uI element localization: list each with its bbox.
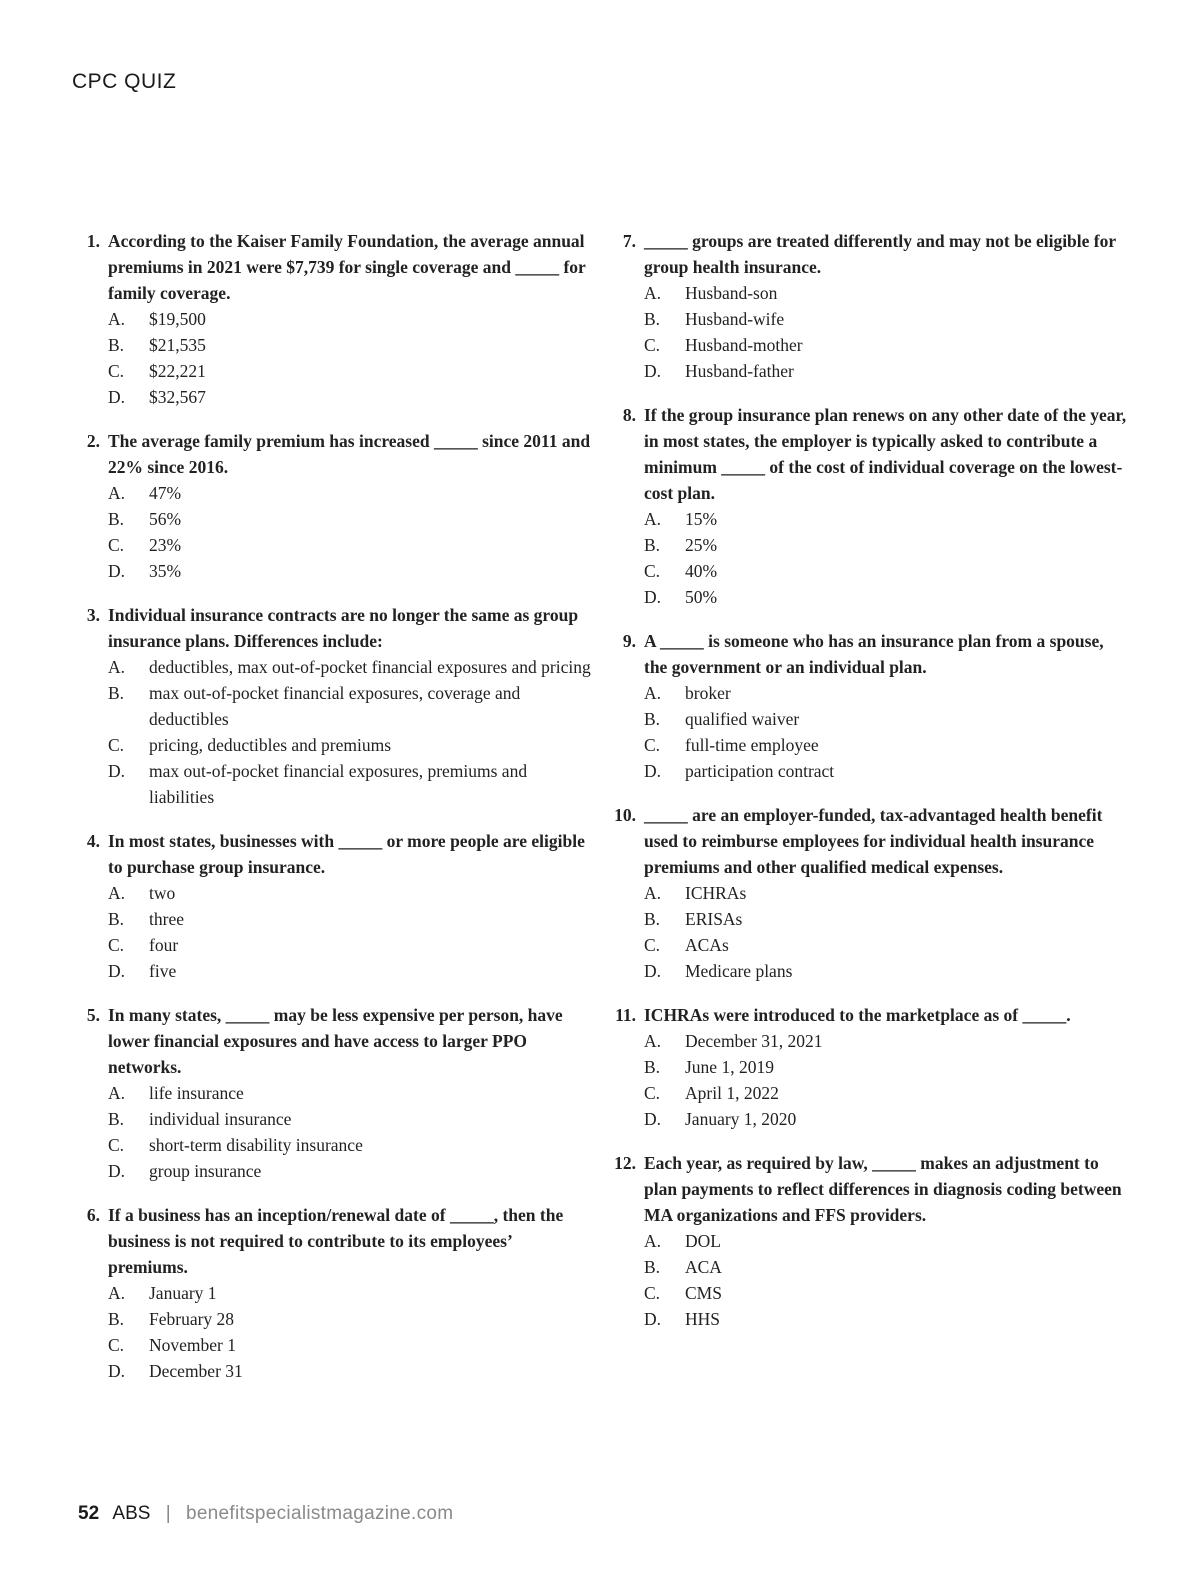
question-header bbox=[70, 1002, 595, 1080]
answer-text: Husband-wife bbox=[685, 309, 785, 329]
answer-option bbox=[644, 1228, 1131, 1254]
answer-text: short-term disability insurance bbox=[149, 1135, 363, 1155]
answer-text: group insurance bbox=[149, 1161, 262, 1181]
answer-letter: A. bbox=[108, 1283, 126, 1303]
question-number: 8. bbox=[622, 405, 636, 425]
answer-letter: B. bbox=[644, 709, 661, 729]
answer-letter: C. bbox=[644, 935, 661, 955]
quiz-question bbox=[70, 828, 595, 984]
answer-letter: D. bbox=[108, 961, 126, 981]
question-number: 4. bbox=[86, 831, 100, 851]
answer-option bbox=[644, 1054, 1131, 1080]
question-number: 9. bbox=[622, 631, 636, 651]
answer-option bbox=[108, 932, 595, 958]
question-header bbox=[70, 428, 595, 480]
answer-text: four bbox=[149, 935, 179, 955]
question-text: If a business has an inception/renewal date of _____, then the business is not required to contribute to its employees’ premiums. bbox=[108, 1205, 564, 1277]
question-text: Individual insurance contracts are no longer the same as group insurance plans. Differences include: bbox=[108, 605, 579, 651]
answer-letter: C. bbox=[108, 735, 125, 755]
question-text: _____ groups are treated differently and may not be eligible for group health insurance. bbox=[644, 231, 1116, 277]
answer-letter: B. bbox=[644, 1057, 661, 1077]
answer-option bbox=[644, 1306, 1131, 1332]
answer-text: Husband-father bbox=[685, 361, 794, 381]
answer-option bbox=[644, 1080, 1131, 1106]
answer-letter: A. bbox=[644, 509, 662, 529]
answer-option bbox=[108, 958, 595, 984]
answer-option bbox=[108, 1080, 595, 1106]
answer-option bbox=[644, 758, 1131, 784]
answer-text: November 1 bbox=[149, 1335, 236, 1355]
answer-letter: C. bbox=[108, 1335, 125, 1355]
answer-list bbox=[644, 506, 1131, 610]
answer-letter: D. bbox=[108, 1161, 126, 1181]
answer-text: June 1, 2019 bbox=[685, 1057, 774, 1077]
question-header bbox=[70, 828, 595, 880]
answer-letter: D. bbox=[644, 761, 662, 781]
answer-letter: D. bbox=[108, 1361, 126, 1381]
answer-text: $21,535 bbox=[149, 335, 206, 355]
answer-text: DOL bbox=[685, 1231, 721, 1251]
answer-text: participation contract bbox=[685, 761, 835, 781]
answer-letter: B. bbox=[108, 909, 125, 929]
answer-option bbox=[108, 506, 595, 532]
answer-letter: B. bbox=[644, 535, 661, 555]
answer-text: max out-of-pocket financial exposures, premiums and liabilities bbox=[149, 761, 528, 807]
answer-letter: D. bbox=[644, 961, 662, 981]
answer-option bbox=[644, 932, 1131, 958]
question-text: A _____ is someone who has an insurance plan from a spouse, the government or an individual plan. bbox=[644, 631, 1104, 677]
answer-text: January 1, 2020 bbox=[685, 1109, 797, 1129]
answer-text: 40% bbox=[685, 561, 718, 581]
answer-text: December 31 bbox=[149, 1361, 243, 1381]
question-header bbox=[606, 628, 1131, 680]
answer-text: 35% bbox=[149, 561, 182, 581]
question-text: _____ are an employer-funded, tax-advantaged health benefit used to reimburse employees for individual health insurance premiums and other qualified medical expenses. bbox=[644, 805, 1103, 877]
answer-text: ICHRAs bbox=[685, 883, 747, 903]
answer-option bbox=[108, 1158, 595, 1184]
answer-letter: C. bbox=[644, 561, 661, 581]
quiz-question bbox=[606, 1002, 1131, 1132]
answer-letter: A. bbox=[644, 1231, 662, 1251]
answer-letter: D. bbox=[644, 1309, 662, 1329]
answer-text: full-time employee bbox=[685, 735, 819, 755]
answer-list bbox=[644, 1028, 1131, 1132]
answer-option bbox=[644, 906, 1131, 932]
answer-text: ACA bbox=[685, 1257, 722, 1277]
answer-option bbox=[108, 358, 595, 384]
answer-text: 47% bbox=[149, 483, 182, 503]
answer-option bbox=[108, 558, 595, 584]
answer-letter: D. bbox=[644, 1109, 662, 1129]
answer-letter: D. bbox=[108, 387, 126, 407]
answer-letter: B. bbox=[108, 335, 125, 355]
answer-text: $22,221 bbox=[149, 361, 206, 381]
answer-option bbox=[644, 584, 1131, 610]
quiz-question bbox=[70, 1002, 595, 1184]
answer-letter: B. bbox=[108, 683, 125, 703]
answer-letter: B. bbox=[108, 1309, 125, 1329]
answer-text: deductibles, max out-of-pocket financial exposures and pricing bbox=[149, 657, 591, 677]
answer-option bbox=[108, 758, 595, 810]
answer-option bbox=[644, 680, 1131, 706]
answer-letter: A. bbox=[108, 657, 126, 677]
answer-letter: C. bbox=[108, 1135, 125, 1155]
answer-letter: C. bbox=[108, 361, 125, 381]
publication-name: ABS bbox=[112, 1503, 151, 1524]
answer-text: individual insurance bbox=[149, 1109, 292, 1129]
answer-letter: C. bbox=[108, 535, 125, 555]
answer-text: five bbox=[149, 961, 177, 981]
question-number: 12. bbox=[614, 1153, 636, 1173]
answer-letter: C. bbox=[108, 935, 125, 955]
answer-letter: C. bbox=[644, 735, 661, 755]
website-link[interactable]: benefitspecialistmagazine.com bbox=[185, 1503, 454, 1524]
answer-list bbox=[644, 680, 1131, 784]
answer-text: January 1 bbox=[149, 1283, 217, 1303]
answer-text: $19,500 bbox=[149, 309, 206, 329]
answer-list bbox=[644, 1228, 1131, 1332]
answer-text: ERISAs bbox=[685, 909, 743, 929]
answer-option bbox=[644, 358, 1131, 384]
answer-option bbox=[644, 280, 1131, 306]
answer-letter: D. bbox=[644, 587, 662, 607]
question-header bbox=[606, 1002, 1131, 1028]
answer-option bbox=[108, 654, 595, 680]
answer-option bbox=[108, 1306, 595, 1332]
answer-option bbox=[108, 680, 595, 732]
page-footer bbox=[78, 1503, 453, 1525]
answer-list bbox=[644, 880, 1131, 984]
quiz-question bbox=[606, 402, 1131, 610]
answer-option bbox=[644, 1028, 1131, 1054]
answer-text: 23% bbox=[149, 535, 182, 555]
answer-option bbox=[644, 306, 1131, 332]
quiz-question bbox=[606, 802, 1131, 984]
answer-letter: D. bbox=[644, 361, 662, 381]
answer-list bbox=[644, 280, 1131, 384]
answer-text: 15% bbox=[685, 509, 718, 529]
answer-letter: B. bbox=[644, 909, 661, 929]
answer-text: Medicare plans bbox=[685, 961, 793, 981]
answer-text: life insurance bbox=[149, 1083, 244, 1103]
answer-option bbox=[644, 958, 1131, 984]
answer-option bbox=[644, 558, 1131, 584]
question-text: In most states, businesses with _____ or more people are eligible to purchase group insurance. bbox=[108, 831, 585, 877]
answer-option bbox=[108, 1106, 595, 1132]
quiz-question bbox=[70, 428, 595, 584]
answer-letter: A. bbox=[108, 1083, 126, 1103]
question-number: 6. bbox=[86, 1205, 100, 1225]
answer-option bbox=[108, 480, 595, 506]
answer-letter: A. bbox=[644, 283, 662, 303]
answer-option bbox=[108, 306, 595, 332]
answer-letter: B. bbox=[644, 1257, 661, 1277]
answer-text: HHS bbox=[685, 1309, 721, 1329]
question-number: 10. bbox=[614, 805, 636, 825]
answer-text: ACAs bbox=[685, 935, 729, 955]
answer-letter: C. bbox=[644, 1283, 661, 1303]
quiz-question bbox=[70, 602, 595, 810]
answer-option bbox=[644, 532, 1131, 558]
answer-text: CMS bbox=[685, 1283, 722, 1303]
answer-letter: A. bbox=[108, 483, 126, 503]
page-title: CPC QUIZ bbox=[72, 70, 177, 93]
quiz-column-right bbox=[606, 228, 1131, 1350]
question-number: 11. bbox=[615, 1005, 636, 1025]
answer-text: broker bbox=[685, 683, 731, 703]
quiz-question bbox=[606, 1150, 1131, 1332]
question-header bbox=[70, 228, 595, 306]
answer-text: Husband-mother bbox=[685, 335, 803, 355]
question-number: 5. bbox=[86, 1005, 100, 1025]
answer-letter: D. bbox=[108, 561, 126, 581]
answer-option bbox=[644, 1280, 1131, 1306]
answer-option bbox=[644, 1106, 1131, 1132]
quiz-question bbox=[70, 228, 595, 410]
question-number: 1. bbox=[86, 231, 100, 251]
answer-list bbox=[108, 1280, 595, 1384]
answer-option bbox=[108, 1332, 595, 1358]
answer-letter: B. bbox=[108, 509, 125, 529]
answer-text: three bbox=[149, 909, 184, 929]
answer-option bbox=[108, 732, 595, 758]
answer-letter: A. bbox=[644, 883, 662, 903]
answer-list bbox=[108, 1080, 595, 1184]
answer-option bbox=[644, 332, 1131, 358]
answer-option bbox=[108, 384, 595, 410]
answer-letter: D. bbox=[108, 761, 126, 781]
question-text: In many states, _____ may be less expensive per person, have lower financial exposures and have access to larger PPO networks. bbox=[108, 1005, 563, 1077]
answer-letter: A. bbox=[644, 683, 662, 703]
answer-option bbox=[644, 1254, 1131, 1280]
question-header bbox=[606, 228, 1131, 280]
answer-list bbox=[108, 880, 595, 984]
answer-text: Husband-son bbox=[685, 283, 778, 303]
answer-letter: A. bbox=[108, 883, 126, 903]
answer-text: pricing, deductibles and premiums bbox=[149, 735, 392, 755]
question-text: According to the Kaiser Family Foundation, the average annual premiums in 2021 were $7,739 for single coverage and _____ for family coverage. bbox=[108, 231, 586, 303]
answer-option bbox=[108, 1280, 595, 1306]
answer-letter: B. bbox=[108, 1109, 125, 1129]
page-number: 52 bbox=[78, 1503, 100, 1524]
answer-option bbox=[108, 1132, 595, 1158]
answer-option bbox=[108, 532, 595, 558]
quiz-column-left bbox=[70, 228, 595, 1402]
quiz-question bbox=[70, 1202, 595, 1384]
answer-text: 25% bbox=[685, 535, 718, 555]
question-header bbox=[70, 1202, 595, 1280]
answer-text: 50% bbox=[685, 587, 718, 607]
answer-letter: B. bbox=[644, 309, 661, 329]
answer-list bbox=[108, 306, 595, 410]
answer-option bbox=[108, 332, 595, 358]
question-text: The average family premium has increased _____ since 2011 and 22% since 2016. bbox=[108, 431, 591, 477]
question-number: 3. bbox=[86, 605, 100, 625]
question-number: 2. bbox=[86, 431, 100, 451]
answer-option bbox=[108, 880, 595, 906]
answer-text: April 1, 2022 bbox=[685, 1083, 779, 1103]
answer-text: two bbox=[149, 883, 176, 903]
answer-text: $32,567 bbox=[149, 387, 206, 407]
footer-separator: | bbox=[165, 1503, 171, 1524]
answer-text: 56% bbox=[149, 509, 182, 529]
question-header bbox=[70, 602, 595, 654]
question-number: 7. bbox=[622, 231, 636, 251]
answer-option bbox=[644, 706, 1131, 732]
answer-text: February 28 bbox=[149, 1309, 235, 1329]
quiz-question bbox=[606, 628, 1131, 784]
question-header bbox=[606, 402, 1131, 506]
answer-letter: C. bbox=[644, 335, 661, 355]
answer-option bbox=[644, 506, 1131, 532]
answer-text: December 31, 2021 bbox=[685, 1031, 823, 1051]
answer-text: qualified waiver bbox=[685, 709, 800, 729]
answer-option bbox=[644, 880, 1131, 906]
answer-list bbox=[108, 654, 595, 810]
answer-text: max out-of-pocket financial exposures, coverage and deductibles bbox=[149, 683, 521, 729]
question-text: ICHRAs were introduced to the marketplace as of _____. bbox=[644, 1005, 1071, 1025]
question-text: If the group insurance plan renews on any other date of the year, in most states, the employer is typically asked to contribute a minimum _____ of the cost of individual coverage on the lowest-cost plan. bbox=[644, 405, 1127, 503]
question-header bbox=[606, 1150, 1131, 1228]
answer-list bbox=[108, 480, 595, 584]
answer-letter: C. bbox=[644, 1083, 661, 1103]
answer-option bbox=[644, 732, 1131, 758]
answer-letter: A. bbox=[644, 1031, 662, 1051]
quiz-question bbox=[606, 228, 1131, 384]
question-header bbox=[606, 802, 1131, 880]
answer-letter: A. bbox=[108, 309, 126, 329]
answer-option bbox=[108, 906, 595, 932]
question-text: Each year, as required by law, _____ makes an adjustment to plan payments to reflect differences in diagnosis coding between MA organizations and FFS providers. bbox=[644, 1153, 1122, 1225]
answer-option bbox=[108, 1358, 595, 1384]
